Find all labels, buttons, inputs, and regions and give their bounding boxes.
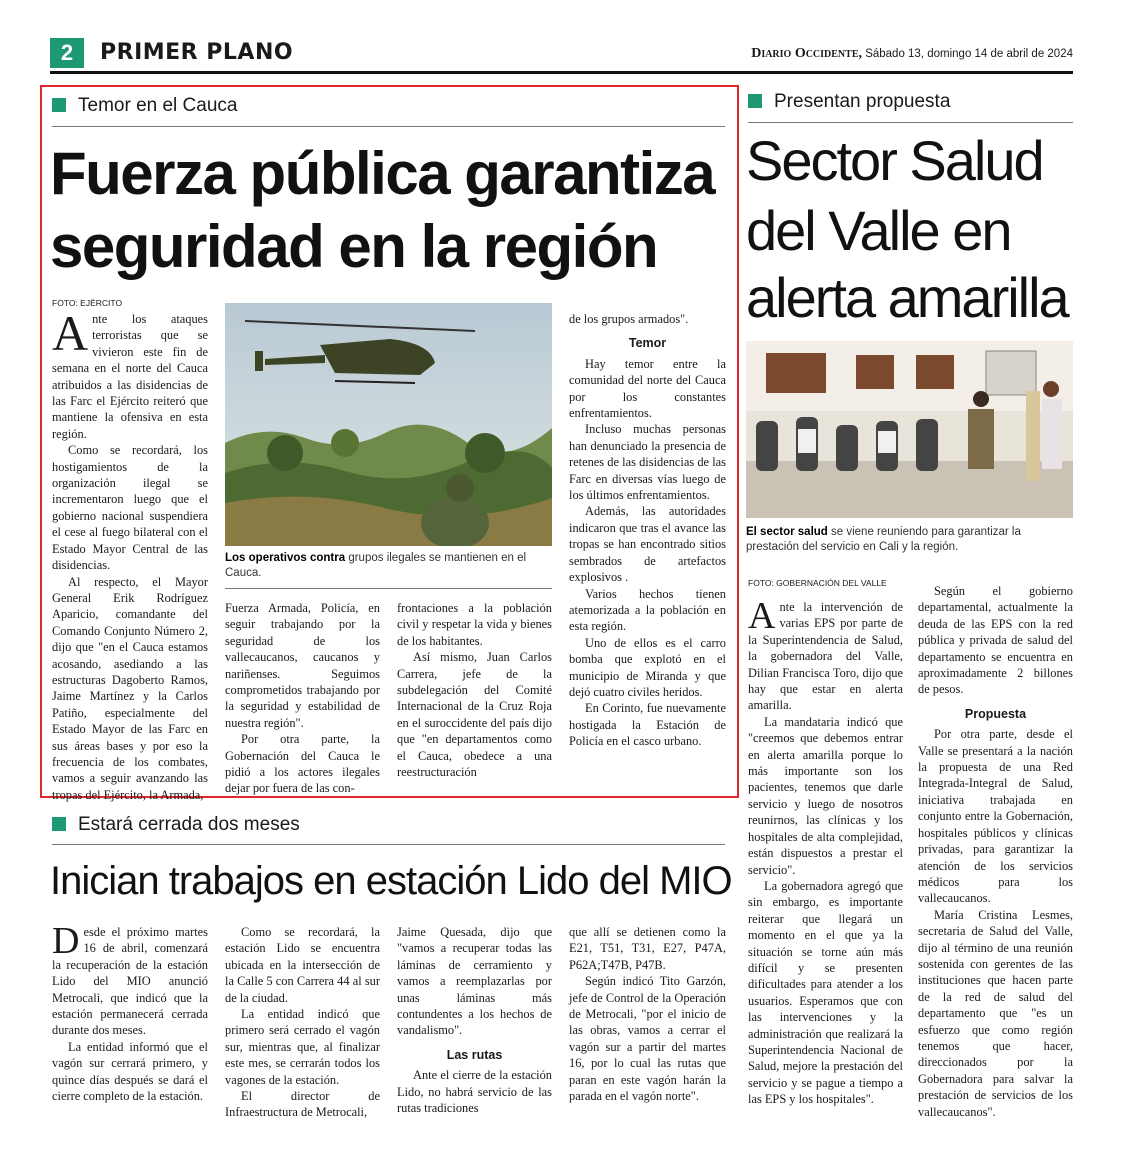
story1-headline-line1: Fuerza pública garantiza [50, 140, 715, 207]
kicker-square-icon [52, 98, 66, 112]
story3-column-4: que allí se detienen como la E21, T51, T31, E27, P47A, P62A;T47B, P47B. Según indicó Tito Garzón, jefe de Control de la Operación de Metrocali, "por el inicio de las obras, vamos a cerrar el vagón sur a partir del martes 16, por lo cual las rutas que paran en este vagón harán la parada en el vagón norte". [569, 925, 726, 1104]
story2-column-1: Ante la intervención de varias EPS por parte de la Superintendencia de Salud, la gobernadora del Valle, Dilian Francisca Toro, dijo que hay que estar en alerta amarilla. La mandataria indicó que "creemos que debemos entrar en alerta amarilla porque lo más importante son los pacientes, tenemos que darle servicio y luego de nosotros reunirnos, las clínicas y los hospitales de alta complejidad, están dispuestos a prestar el servicio". La gobernadora agregó que sin embargo, es importante reiterar que llegará un momento en el que ya la situación se torne aún más difícil y se presenten dificultades para atender a los usuarios. Esperamos que con las intervenciones y la administración que realizará la Superintendencia Nacional de Salud, mejore la prestación del servicio y se pague a tiempo a las EPS y los hospitales". [748, 595, 903, 1107]
story2-subhead: Propuesta [964, 706, 1027, 721]
masthead [751, 44, 1073, 64]
story2-dropcap: A [748, 595, 776, 637]
issue-date: Sábado 13, domingo 14 de abril de 2024 [862, 48, 1073, 60]
story1-photo-rule [225, 588, 552, 589]
paper-name: Diario Occidente, [751, 46, 862, 61]
kicker-square-icon [748, 94, 762, 108]
story3-column-1: Desde el próximo martes 16 de abril, comenzará la recuperación de la estación Lido del MIO anunció Metrocali, que indicó que la estación permanecerá cerrada durante dos meses. La entidad informó que el vagón sur cerrará primero, y quince días después se dará el cierre completo de la estación. [52, 920, 208, 1104]
story3-dropcap: D [52, 920, 80, 962]
story2-column-2: Según el gobierno departamental, actualmente la deuda de las EPS con la red pública y privada de salud del departamento se encuentra en aproximadamente 2 billones de pesos. Propuesta Por otra parte, desde el Valle se presentará a la nación la propuesta de una Red Integrada-Integral de Salud, iniciativa trabajada en conjunto entre la Gobernación, hospitales públicos y clínicas privadas, para garantizar la atención de los servicios médicos para los vallecaucanos. María Cristina Lesmes, secretaria de Salud del Valle, dijo al término de una reunión sostenida con gerentes de las instituciones que hacen parte de la red de salud del departamento que "es un esfuerzo que como región tenemos que hacer, direccionados por la Gobernadora para salvar la prestación de servicios de los vallecaucanos". [918, 584, 1073, 1119]
story2-kicker: Presentan propuesta [748, 90, 950, 114]
section-title: PRIMER PLANO [100, 40, 294, 65]
story2-caption: El sector salud se viene reuniendo para garantizar la prestación del servicio en Cali y la región. [746, 526, 1021, 553]
story1-column-1: Ante los ataques terroristas que se vivieron este fin de semana en el norte del Cauca atribuidos a las disidencias de las Farc el Ejército reiteró que mantiene la ofensiva en esta región. Como se recordará, los hostigamientos de la organización ilegal se incrementaron luego que el gobierno nacional suspendiera el cese al fuego bilateral con el Estado Mayor Central de las disidencias. Al respecto, el Mayor General Erik Rodríguez Aparicio, comandante del Comando Conjunto Número 2, dijo que "en el Cauca estamos acosando, asediando a las estructuras Dagoberto Ramos, Jaime Martínez y la Carlos Patiño, especialmente del Estado Mayor de las Farc en sus áreas bases y por eso la frecuencia de los combates, vamos a seguir avanzando las tropas del Ejército, la Armada, [52, 305, 208, 802]
story1-dropcap: A [52, 305, 89, 361]
helicopter-photo [225, 303, 552, 546]
story1-column-3: frontaciones a la población civil y respetar la vida y bienes de los habitantes. Así mismo, Juan Carlos Carrera, jefe de la subdelegación del Comité Internacional de la Cruz Roja en el suroccidente del país dijo que "en departamentos como el Cauca, obedece a una reestructuración [397, 601, 552, 780]
story1-column-4: de los grupos armados". Temor Hay temor entre la comunidad del norte del Cauca por los constantes enfrentamientos. Incluso muchas personas han denunciado la presencia de retenes de las disidencias de las Farc en diversas vías luego de los últimos enfrentamientos. Además, las autoridades indicaron que tras el avance las tropas se han encontrado sitios sembrados de artefactos explosivos . Varios hechos tienen atemorizada a la población en esta región. Uno de ellos es el carro bomba que explotó en el municipio de Miranda y que dejó cuatro civiles heridos. En Corinto, fue nuevamente hostigada la Estación de Policía en el casco urbano. [569, 312, 726, 749]
story1-column-2: Fuerza Armada, Policía, en seguir trabajando por la seguridad de los vallecaucanos, caucanos y nariñenses. Seguimos comprometidos trabajando por la seguridad y estabilidad de nuestra región". Por otra parte, la Gobernación del Cauca le pidió a los actores ilegales dejar por fuera de las con- [225, 601, 380, 796]
story2-headline-line3: alerta amarilla [746, 266, 1068, 329]
header-rule [50, 71, 1073, 74]
story2-headline-line1: Sector Salud [746, 129, 1043, 192]
story3-kicker-rule [52, 844, 725, 845]
story1-caption: Los operativos contra grupos ilegales se mantienen en el Cauca. [225, 552, 527, 579]
story3-column-2: Como se recordará, la estación Lido se encuentra ubicada en la intersección de la Calle 5 con Carrera 44 al sur de la ciudad. La entidad indicó que primero será cerrado el vagón sur, mientras que, al finalizar este mes, se cerrarán todos los vagones de la estación. El director de Infraestructura de Metrocali, [225, 925, 380, 1120]
story2-photo-credit: FOTO: GOBERNACIÓN DEL VALLE [748, 578, 887, 588]
kicker-square-icon [52, 817, 66, 831]
story1-kicker-rule [52, 126, 725, 127]
story3-kicker: Estará cerrada dos meses [52, 813, 300, 837]
page-number: 2 [50, 38, 84, 68]
story3-headline: Inician trabajos en estación Lido del MIO [50, 859, 732, 903]
story1-kicker: Temor en el Cauca [52, 94, 237, 118]
meeting-photo [746, 341, 1073, 518]
story2-kicker-rule [748, 122, 1073, 123]
story3-subhead: Las rutas [446, 1047, 503, 1062]
story1-headline-line2: seguridad en la región [50, 213, 658, 280]
story1-photo-credit: FOTO: EJÉRCITO [52, 298, 123, 308]
story2-headline-line2: del Valle en [746, 199, 1011, 262]
story1-subhead: Temor [628, 336, 667, 351]
story3-column-3: Jaime Quesada, dijo que "vamos a recuperar todas las láminas de cerramiento y vamos a reemplazarlas por unas láminas más contundentes a los hechos de vandalismo". Las rutas Ante el cierre de la estación Lido, no habrá servicio de las rutas tradiciones [397, 925, 552, 1116]
